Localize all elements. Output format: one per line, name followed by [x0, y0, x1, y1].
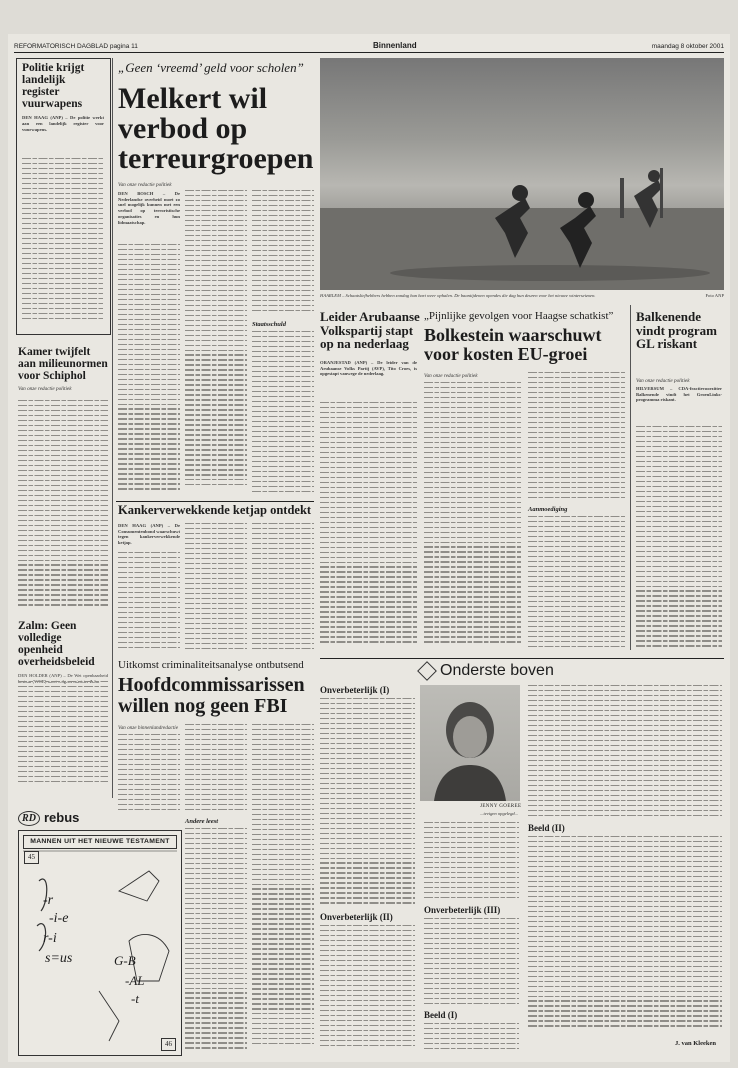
column-signature: J. van Kleeken	[675, 1040, 716, 1047]
article-body-melkert-col3a	[252, 190, 314, 317]
portrait-silhouette-icon	[420, 685, 520, 801]
article-title-zalm: Zalm: Geen volledige openheid overheidsbeleid	[18, 620, 95, 669]
portrait-photo	[420, 685, 520, 801]
article-kicker-melkert: „Geen ‘vreemd’ geld voor scholen”	[118, 60, 304, 75]
article-title-fbi: Hoofdcommissarissen willen nog geen FBI	[118, 674, 305, 717]
section-header-onderste	[420, 662, 554, 680]
header-rule	[14, 52, 724, 53]
article-body-fbi-col1a	[118, 734, 180, 814]
onderste-heading-5: Beeld (II)	[528, 823, 565, 833]
onderste-body-3	[424, 918, 519, 1006]
header-date: maandag 8 oktober 2001	[651, 43, 724, 50]
header-paper-name: REFORMATORISCH DAGBLAD pagina 11	[14, 43, 138, 50]
photo-skaters	[320, 58, 724, 290]
article-body-schiphol	[18, 400, 108, 610]
article-lead-balkenende: HILVERSUM – CDA-fractievoorzitter Balkenende vindt het GroenLinks-programma riskant.	[636, 386, 722, 403]
portrait-quote: ...tevigen opgelegd...	[480, 811, 519, 816]
article-byline-fbi: Van onze binnenlandredactie	[118, 725, 179, 731]
article-title-bolkestein: Bolkestein waarschuwt voor kosten EU-groei	[424, 325, 602, 364]
article-lead-aruba: ORANJESTAD (ANP) – De leider van de Arubaanse Volks Partij (AVP), Tito Croes, is opgestapt vanwege de nederlaag.	[320, 360, 417, 377]
photo-caption: HAARLEM – Schaatsliefhebbers hebben zondag hun hart weer ophalen. De baantijdenen opendes die dag hun deuren voor het nieuwe winterseizoen.	[320, 293, 596, 298]
article-body-bolkestein-col2b	[528, 516, 625, 650]
rebus-caption: MANNEN UIT HET NIEUWE TESTAMENT	[23, 835, 177, 849]
page-header	[14, 38, 724, 50]
article-body-bolkestein-col1	[424, 382, 521, 650]
article-byline-melkert: Van onze redactie politiek	[118, 182, 172, 188]
rebus-puzzle	[18, 830, 182, 1056]
photo-credit: Foto ANP	[705, 293, 724, 298]
divider-ketjap	[116, 501, 314, 502]
article-lead-melkert: DEN BOSCH – De Nederlandse overheid moet zo snel mogelijk kunnen met een verbod op terroristische organisaties en hun lidmaatschap.	[118, 191, 180, 225]
article-body-ketjap-col2	[185, 523, 247, 651]
article-title-aruba: Leider Arubaanse Volkspartij stapt op na nederlaag	[320, 309, 420, 352]
onderste-heading-4: Beeld (I)	[424, 1010, 458, 1020]
article-title-schiphol: Kamer twijfelt aan milieunormen voor Schiphol	[18, 346, 108, 383]
article-lead-zalm: DEN HOLDER (ANP) – De Wet openbaarheid	[18, 673, 108, 679]
onderste-body-4	[424, 1023, 519, 1053]
portrait-name: JENNY GOEREE	[480, 804, 522, 809]
divider-onderste	[320, 658, 724, 659]
article-body-melkert-col3b	[252, 331, 314, 496]
onderste-heading-3: Onverbeterlijk (III)	[424, 905, 501, 915]
article-body-melkert-col2	[185, 190, 247, 496]
article-body-fbi-col2a	[185, 724, 247, 814]
article-title-melkert: Melkert wil verbod op terreurgroepen	[118, 82, 314, 175]
rebus-header	[18, 808, 180, 826]
column-divider	[112, 58, 113, 798]
article-byline-balkenende: Van onze redactie politiek	[636, 378, 690, 384]
onderste-heading-2: Onverbeterlijk (II)	[320, 912, 393, 922]
rebus-logo-icon: RD	[18, 811, 40, 826]
article-lead-politie: DEN HAAG (ANP) – De politie werkt aan een landelijk register voor vuurwapens.	[22, 115, 104, 132]
article-body-ketjap-col3	[252, 523, 314, 651]
onderste-body-right-1	[528, 685, 722, 817]
photo-caption-wrap	[320, 293, 724, 298]
section-title-onderste: Onderste boven	[440, 662, 554, 679]
article-byline-schiphol: Van onze redactie politiek	[18, 386, 72, 393]
article-kicker-fbi: Uitkomst criminaliteitsanalyse ontbutsend	[118, 659, 304, 671]
article-body-fbi-col3	[252, 724, 314, 1054]
article-subhead-aanmoediging: Aanmoediging	[528, 506, 568, 513]
rebus-title: rebus	[44, 809, 80, 825]
onderste-heading-1: Onverbeterlijk (I)	[320, 685, 390, 695]
article-body-politie	[22, 158, 104, 328]
article-title-politie: Politie krijgt landelijk register vuurwapens	[22, 62, 85, 111]
rebus-letters-3: r-i	[43, 931, 57, 946]
article-body-aruba	[320, 402, 417, 650]
onderste-body-mid-1	[424, 822, 519, 900]
article-subhead-staatsschuld: Staatsschuld	[252, 321, 286, 328]
rebus-letters-1: -r	[43, 893, 54, 908]
rebus-number-45: 45	[24, 851, 39, 864]
article-body-zalm	[18, 681, 108, 789]
article-body-bolkestein-col2a	[528, 372, 625, 502]
rebus-letters-6: -AL	[125, 973, 145, 988]
rebus-letters-7: -t	[131, 991, 139, 1006]
column-divider-right	[630, 305, 631, 650]
rebus-number-46: 46	[161, 1038, 176, 1051]
skaters-silhouette-icon	[320, 58, 724, 290]
onderste-logo-icon	[417, 661, 437, 681]
rebus-letters-4: s=us	[45, 951, 73, 966]
article-title-ketjap: Kankerverwekkende ketjap ontdekt	[118, 503, 312, 517]
article-subhead-andere-leest: Andere leest	[185, 818, 219, 825]
article-byline-bolkestein: Van onze redactie politiek	[424, 373, 478, 379]
rebus-letters-5: G-B	[114, 953, 136, 968]
onderste-body-2	[320, 925, 415, 1053]
article-kicker-bolkestein: „Pijnlijke gevolgen voor Haagse schatkist”	[424, 310, 614, 322]
onderste-body-1	[320, 698, 415, 908]
article-body-ketjap-col1	[118, 552, 180, 652]
article-body-melkert-col1	[118, 244, 180, 496]
article-body-balkenende	[636, 426, 722, 650]
article-body-fbi-col2b	[185, 828, 247, 1054]
onderste-body-right-2	[528, 836, 722, 1032]
header-section: Binnenland	[373, 41, 417, 50]
rebus-letters-2: -i-e	[49, 911, 69, 926]
article-title-balkenende: Balkenende vindt program GL riskant	[636, 309, 718, 352]
article-lead-ketjap: DEN HAAG (ANP) – De Consumentenbond waarschuwt tegen kankerverwekkende ketjap.	[118, 523, 180, 546]
